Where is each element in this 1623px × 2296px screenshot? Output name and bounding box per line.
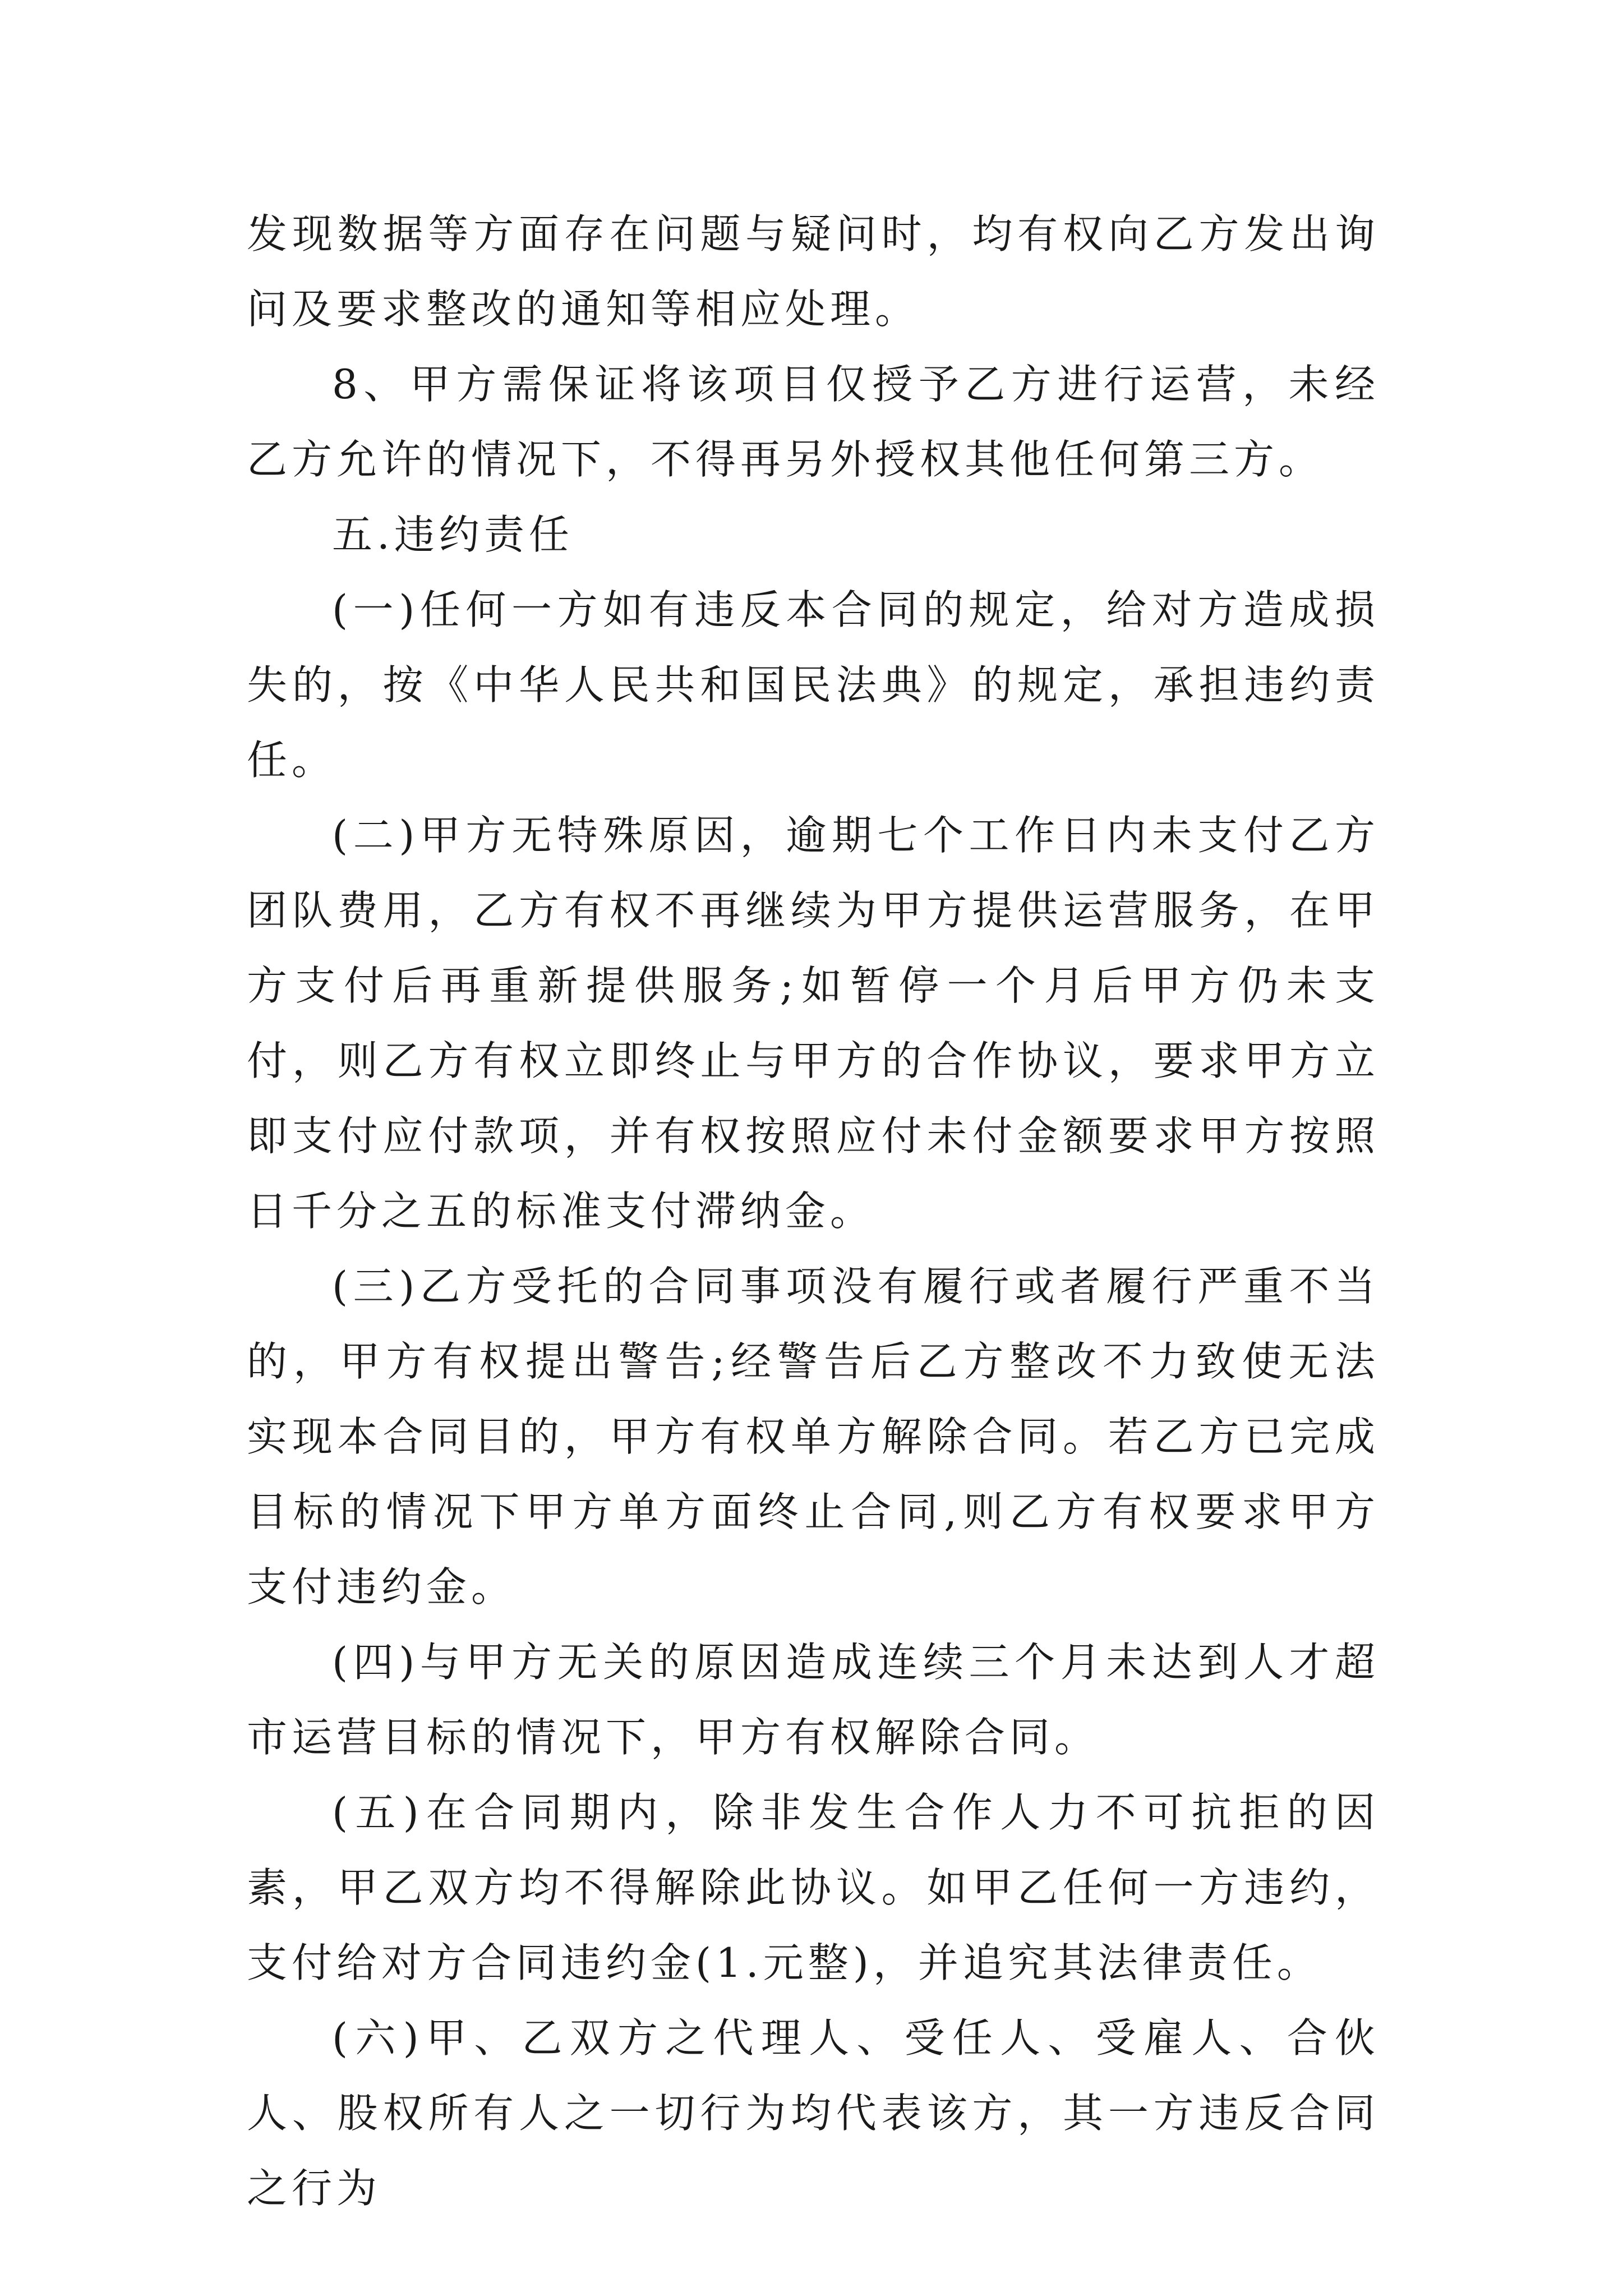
document-body	[247, 196, 1380, 2226]
paragraph-clause-4: (四)与甲方无关的原因造成连续三个月未达到人才超市运营目标的情况下，甲方有权解除合同。	[247, 1639, 1380, 1761]
paragraph-clause-3: (三)乙方受托的合同事项没有履行或者履行严重不当的，甲方有权提出警告;经警告后乙方整改不力致使无法实现本合同目的，甲方有权单方解除合同。若乙方已完成目标的情况下甲方单方面终止合同,则乙方有权要求甲方支付违约金。	[247, 1263, 1380, 1611]
paragraph-item-8: 8、甲方需保证将该项目仅授予乙方进行运营，未经乙方允许的情况下，不得再另外授权其他任何第三方。	[247, 361, 1380, 483]
paragraph-clause-2: (二)甲方无特殊原因，逾期七个工作日内未支付乙方团队费用，乙方有权不再继续为甲方提供运营服务，在甲方支付后再重新提供服务;如暂停一个月后甲方仍未支付，则乙方有权立即终止与甲方的合作协议，要求甲方立即支付应付款项，并有权按照应付未付金额要求甲方按照日千分之五的标准支付滞纳金。	[247, 812, 1380, 1235]
paragraph-continued: 发现数据等方面存在问题与疑问时，均有权向乙方发出询问及要求整改的通知等相应处理。	[247, 210, 1380, 333]
paragraph-clause-6: (六)甲、乙双方之代理人、受任人、受雇人、合伙人、股权所有人之一切行为均代表该方，其一方违反合同之行为	[247, 2014, 1380, 2212]
paragraph-clause-1: (一)任何一方如有违反本合同的规定，给对方造成损失的，按《中华人民共和国民法典》的规定，承担违约责任。	[247, 586, 1380, 784]
paragraph-clause-5: (五)在合同期内，除非发生合作人力不可抗拒的因素，甲乙双方均不得解除此协议。如甲乙任何一方违约，支付给对方合同违约金(1.元整)，并追究其法律责任。	[247, 1789, 1380, 1986]
section-heading-breach-liability: 五.违约责任	[332, 511, 574, 558]
